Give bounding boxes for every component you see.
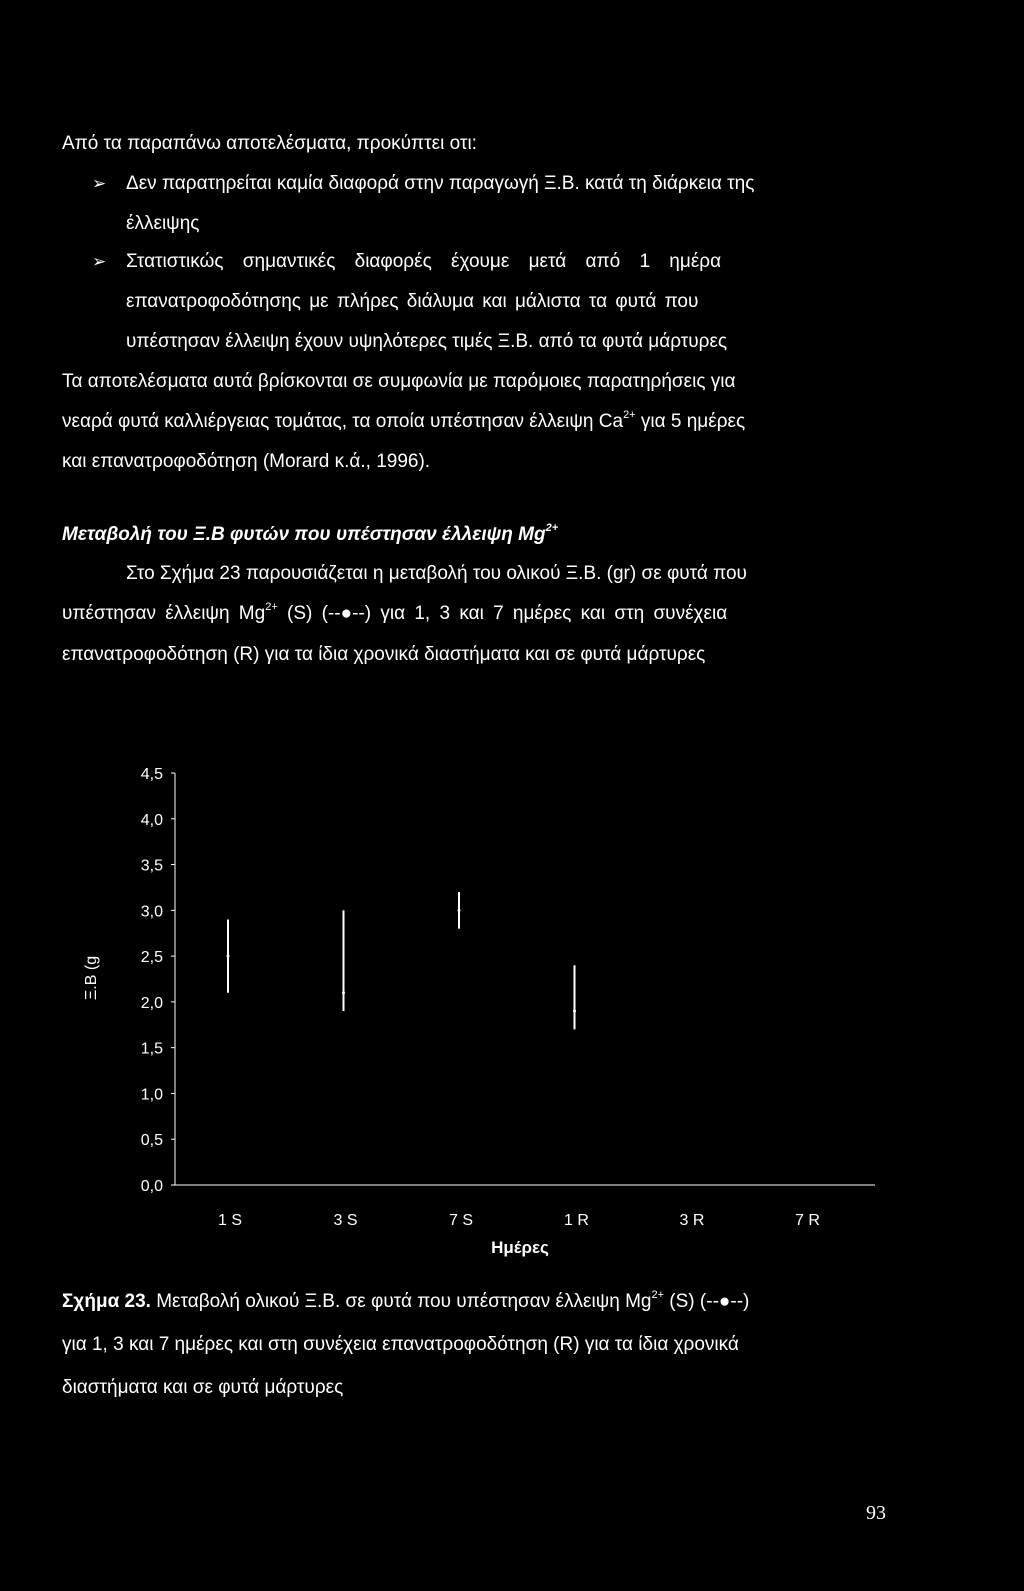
data-point <box>342 991 345 994</box>
y-tick-label: 4,0 <box>140 811 163 829</box>
bullet-arrow-icon: ➢ <box>92 252 107 271</box>
figure-caption-line-3: διαστήματα και σε φυτά μάρτυρες <box>62 1377 344 1398</box>
x-tick-label: 1 R <box>564 1212 589 1229</box>
figure-caption-line-2: για 1, 3 και 7 ημέρες και στη συνέχεια επανατροφοδότηση (R) για τα ίδια χρονικά <box>62 1334 739 1355</box>
y-tick-label: 1,0 <box>140 1086 163 1104</box>
paragraph-1-line-2: νεαρά φυτά καλλιέργειας τομάτας, τα οποία υπέστησαν έλλειψη $Ca^{2+}$ για 5 ημέρες <box>62 409 746 432</box>
x-tick-label: 7 R <box>795 1212 820 1229</box>
y-tick-label: 3,0 <box>140 903 163 921</box>
figure-caption-line-1: Σχήμα 23. Μεταβολή ολικού Ξ.Β. σε φυτά που υπέστησαν έλλειψη $Mg^{2+}$ (S) (--●--) <box>62 1289 750 1312</box>
intro-text: Από τα παραπάνω αποτελέσματα, προκύπτει οτι: <box>62 133 477 154</box>
x-axis-label: Ημέρες <box>491 1238 549 1257</box>
x-tick-label: 3 S <box>333 1212 358 1229</box>
page-number: 93 <box>866 1502 886 1524</box>
bullet-2-line-2: επανατροφοδότησης με πλήρες διάλυμα και μάλιστα τα φυτά που <box>126 291 699 312</box>
data-point <box>573 1010 576 1013</box>
x-tick-label: 3 R <box>679 1212 705 1229</box>
section-heading: Μεταβολή του Ξ.Β φυτών που υπέστησαν έλλειψη $Mg^{2+}$ <box>62 522 559 545</box>
y-tick-label: 2,0 <box>140 994 163 1012</box>
paragraph-2-line-2: υπέστησαν έλλειψη $Mg^{2+}$ (S) (--●--) για 1, 3 και 7 ημέρες και στη συνέχεια <box>62 601 728 624</box>
x-tick-label: 7 S <box>448 1212 474 1229</box>
y-axis-label: Ξ.Β (g <box>83 955 100 1001</box>
y-tick-label: 0,5 <box>140 1132 163 1150</box>
bullet-2-line-3: υπέστησαν έλλειψη έχουν υψηλότερες τιμές Ξ.Β. από τα φυτά μάρτυρες <box>126 331 728 352</box>
y-tick-label: 2,5 <box>140 949 163 967</box>
y-tick-label: 1,5 <box>140 1040 163 1058</box>
data-point <box>227 955 230 958</box>
bullet-2-line-1: Στατιστικώς σημαντικές διαφορές έχουμε μετά από 1 ημέρα <box>126 251 722 272</box>
paragraph-1-line-3: και επανατροφοδότηση (Morard κ.ά., 1996). <box>62 451 431 472</box>
paragraph-1-line-1: Τα αποτελέσματα αυτά βρίσκονται σε συμφωνία με παρόμοιες παρατηρήσεις για <box>62 371 736 392</box>
bullet-1-line-1: Δεν παρατηρείται καμία διαφορά στην παραγωγή Ξ.Β. κατά τη διάρκεια της <box>126 173 755 194</box>
paragraph-2-line-3: επανατροφοδότηση (R) για τα ίδια χρονικά διαστήματα και σε φυτά μάρτυρες <box>62 644 706 665</box>
bullet-arrow-icon: ➢ <box>92 174 107 193</box>
data-point <box>458 909 461 912</box>
y-tick-label: 3,5 <box>140 857 163 875</box>
y-tick-label: 4,5 <box>140 766 163 783</box>
x-tick-label: 1 S <box>217 1212 243 1229</box>
y-tick-label: 0,0 <box>140 1178 163 1195</box>
paragraph-2-line-1: Στο Σχήμα 23 παρουσιάζεται η μεταβολή του ολικού Ξ.Β. (gr) σε φυτά που <box>126 563 747 584</box>
bullet-1-line-2: έλλειψης <box>126 213 200 234</box>
